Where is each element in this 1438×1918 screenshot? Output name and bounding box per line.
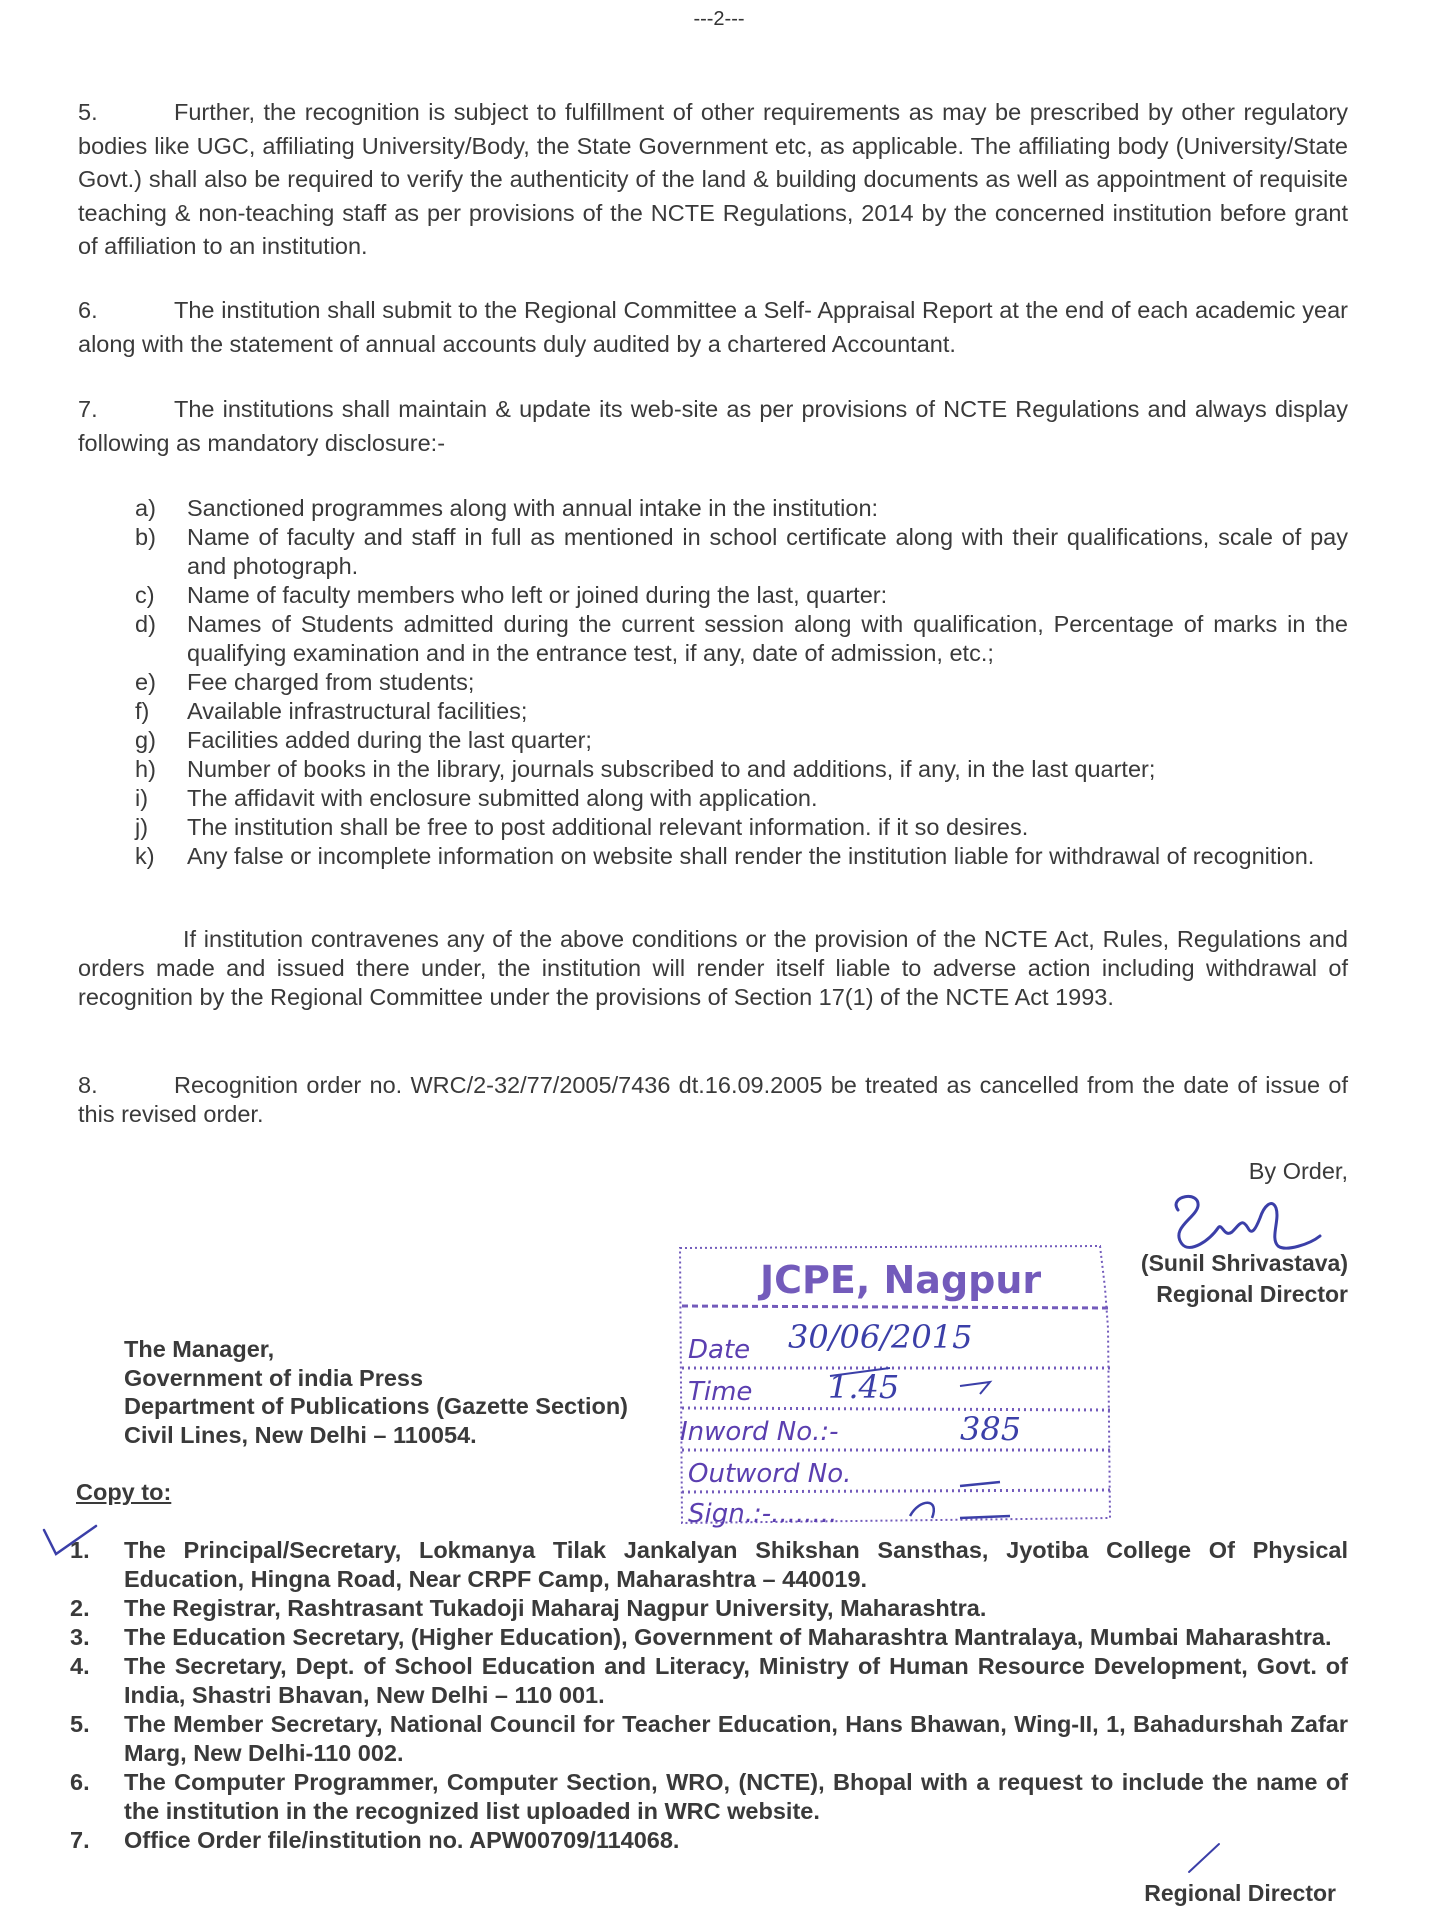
list-item xyxy=(135,813,1348,842)
paragraph-number: 8. xyxy=(78,1072,98,1098)
paragraph-text: The institutions shall maintain & update its web-site as per provisions of NCTE Regulations and always display following as mandatory disclosure:- xyxy=(78,396,1348,456)
copy-number: 4. xyxy=(70,1653,90,1679)
copy-number: 7. xyxy=(70,1827,90,1853)
address-line: Civil Lines, New Delhi – 110054. xyxy=(124,1421,477,1448)
paragraph-text: Recognition order no. WRC/2-32/77/2005/7436 dt.16.09.2005 be treated as cancelled from the date of issue of this revised order. xyxy=(78,1072,1348,1127)
copy-to-heading: Copy to: xyxy=(76,1479,172,1505)
paragraph-text: Further, the recognition is subject to fulfillment of other requirements as may be prescribed by other regulatory bodies like UGC, affiliating University/Body, the State Government etc, as applicable. The affiliating body (University/State Govt.) shall also be required to verify the authenticity of the land & building documents as well as appointment of requisite teaching & non-teaching staff as per provisions of the NCTE Regulations, 2014 by the concerned institution before grant of affiliation to an institution. xyxy=(78,99,1348,259)
list-item xyxy=(70,1652,1348,1710)
by-order: By Order, xyxy=(1248,1158,1348,1184)
list-letter: b) xyxy=(135,524,156,550)
copy-text: The Principal/Secretary, Lokmanya Tilak Jankalyan Shikshan Sansthas, Jyotiba College Of Physical Education, Hingna Road, Near CRPF Camp, Maharashtra – 440019. xyxy=(124,1537,1348,1592)
stamp-sign-label: Sign.:-........ xyxy=(688,1499,838,1529)
paragraph-6 xyxy=(78,294,1348,361)
disclosure-list xyxy=(135,494,1348,871)
list-item xyxy=(70,1710,1348,1768)
list-item xyxy=(135,726,1348,755)
stamp-outword-label: Outword No. xyxy=(688,1459,852,1489)
list-letter: h) xyxy=(135,756,156,782)
paragraph-text: If institution contravenes any of the above conditions or the provision of the NCTE Act, Rules, Regulations and orders made and issued there under, the institution will render itself liable to adverse action including withdrawal of recognition by the Regional Committee under the provisions of Section 17(1) of the NCTE Act 1993. xyxy=(78,926,1348,1010)
stamp-time-label: Time xyxy=(688,1377,753,1407)
copy-text: The Registrar, Rashtrasant Tukadoji Maharaj Nagpur University, Maharashtra. xyxy=(124,1595,987,1621)
copy-text: The Education Secretary, (Higher Education), Government of Maharashtra Mantralaya, Mumbai Maharashtra. xyxy=(124,1624,1332,1650)
list-letter: c) xyxy=(135,582,155,608)
list-text: Sanctioned programmes along with annual intake in the institution: xyxy=(187,495,879,521)
list-item xyxy=(135,494,1348,523)
footer-signatory-title: Regional Director xyxy=(1144,1880,1336,1906)
list-text: Facilities added during the last quarter; xyxy=(187,727,592,753)
received-stamp xyxy=(660,1218,1120,1548)
list-text: Names of Students admitted during the current session along with qualification, Percentage of marks in the qualifying examination and in the entrance test, if any, date of admission, etc.; xyxy=(187,611,1348,666)
copy-list xyxy=(70,1536,1348,1855)
address-line: Department of Publications (Gazette Section) xyxy=(124,1393,629,1419)
list-text: Number of books in the library, journals subscribed to and additions, if any, in the last quarter; xyxy=(187,756,1156,782)
stamp-inword-value: 385 xyxy=(960,1410,1022,1448)
list-item xyxy=(70,1594,1348,1623)
list-item xyxy=(70,1826,1348,1855)
stamp-date-label: Date xyxy=(688,1335,751,1365)
stamp-inword-label: Inword No.:- xyxy=(680,1417,839,1447)
copy-text: Office Order file/institution no. APW00709/114068. xyxy=(124,1827,680,1853)
copy-text: The Member Secretary, National Council for Teacher Education, Hans Bhawan, Wing-II, 1, Bahadurshah Zafar Marg, New Delhi-110 002. xyxy=(124,1711,1348,1766)
copy-number: 3. xyxy=(70,1624,90,1650)
copy-number: 5. xyxy=(70,1711,90,1737)
paragraph-number: 7. xyxy=(78,396,98,422)
list-text: Fee charged from students; xyxy=(187,669,475,695)
list-item xyxy=(70,1768,1348,1826)
copy-text: The Secretary, Dept. of School Education and Literacy, Ministry of Human Resource Development, Govt. of India, Shastri Bhavan, New Delhi – 110 001. xyxy=(124,1653,1348,1708)
list-item xyxy=(135,784,1348,813)
list-text: The institution shall be free to post additional relevant information. if it so desires. xyxy=(187,814,1029,840)
page-number: ---2--- xyxy=(693,8,745,30)
paragraph-number: 5. xyxy=(78,99,98,125)
address-line: Government of india Press xyxy=(124,1364,424,1391)
initial-mark-icon xyxy=(1185,1840,1225,1876)
signatory-title: Regional Director xyxy=(1156,1281,1348,1307)
list-item xyxy=(135,581,1348,610)
list-letter: j) xyxy=(135,814,149,840)
list-letter: a) xyxy=(135,495,156,521)
addressee-block xyxy=(124,1335,628,1449)
list-letter: e) xyxy=(135,669,156,695)
address-line: The Manager, xyxy=(124,1336,275,1362)
paragraph-contravene xyxy=(78,925,1348,1012)
list-text: Name of faculty members who left or joined during the last, quarter: xyxy=(187,582,888,608)
paragraph-number: 6. xyxy=(78,297,98,323)
list-letter: d) xyxy=(135,611,156,637)
list-item xyxy=(70,1536,1348,1594)
paragraph-5 xyxy=(78,96,1348,264)
list-letter: f) xyxy=(135,698,150,724)
list-letter: g) xyxy=(135,727,156,753)
signatory-name: (Sunil Shrivastava) xyxy=(1140,1250,1348,1276)
copy-text: The Computer Programmer, Computer Section, WRO, (NCTE), Bhopal with a request to include the name of the institution in the recognized list uploaded in WRC website. xyxy=(124,1769,1348,1824)
list-item xyxy=(135,523,1348,581)
list-letter: i) xyxy=(135,785,149,811)
list-item xyxy=(135,697,1348,726)
list-text: Available infrastructural facilities; xyxy=(187,698,528,724)
list-item xyxy=(135,755,1348,784)
paragraph-text: The institution shall submit to the Regional Committee a Self- Appraisal Report at the end of each academic year along with the statement of annual accounts duly audited by a chartered Accountant. xyxy=(78,297,1348,357)
copy-number: 1. xyxy=(70,1537,90,1563)
list-item xyxy=(135,842,1348,871)
stamp-time-value: 1.45 xyxy=(828,1368,900,1406)
list-text: Any false or incomplete information on website shall render the institution liable for withdrawal of recognition. xyxy=(187,843,1315,869)
list-letter: k) xyxy=(135,843,155,869)
list-item xyxy=(135,668,1348,697)
stamp-date-value: 30/06/2015 xyxy=(788,1318,973,1356)
list-item xyxy=(135,610,1348,668)
paragraph-8 xyxy=(78,1071,1348,1129)
list-text: The affidavit with enclosure submitted along with application. xyxy=(187,785,818,811)
list-text: Name of faculty and staff in full as mentioned in school certificate along with their qualifications, scale of pay and photograph. xyxy=(187,524,1348,579)
list-item xyxy=(70,1623,1348,1652)
copy-number: 6. xyxy=(70,1769,90,1795)
paragraph-7 xyxy=(78,393,1348,460)
stamp-org: JCPE, Nagpur xyxy=(760,1258,1042,1302)
copy-number: 2. xyxy=(70,1595,90,1621)
